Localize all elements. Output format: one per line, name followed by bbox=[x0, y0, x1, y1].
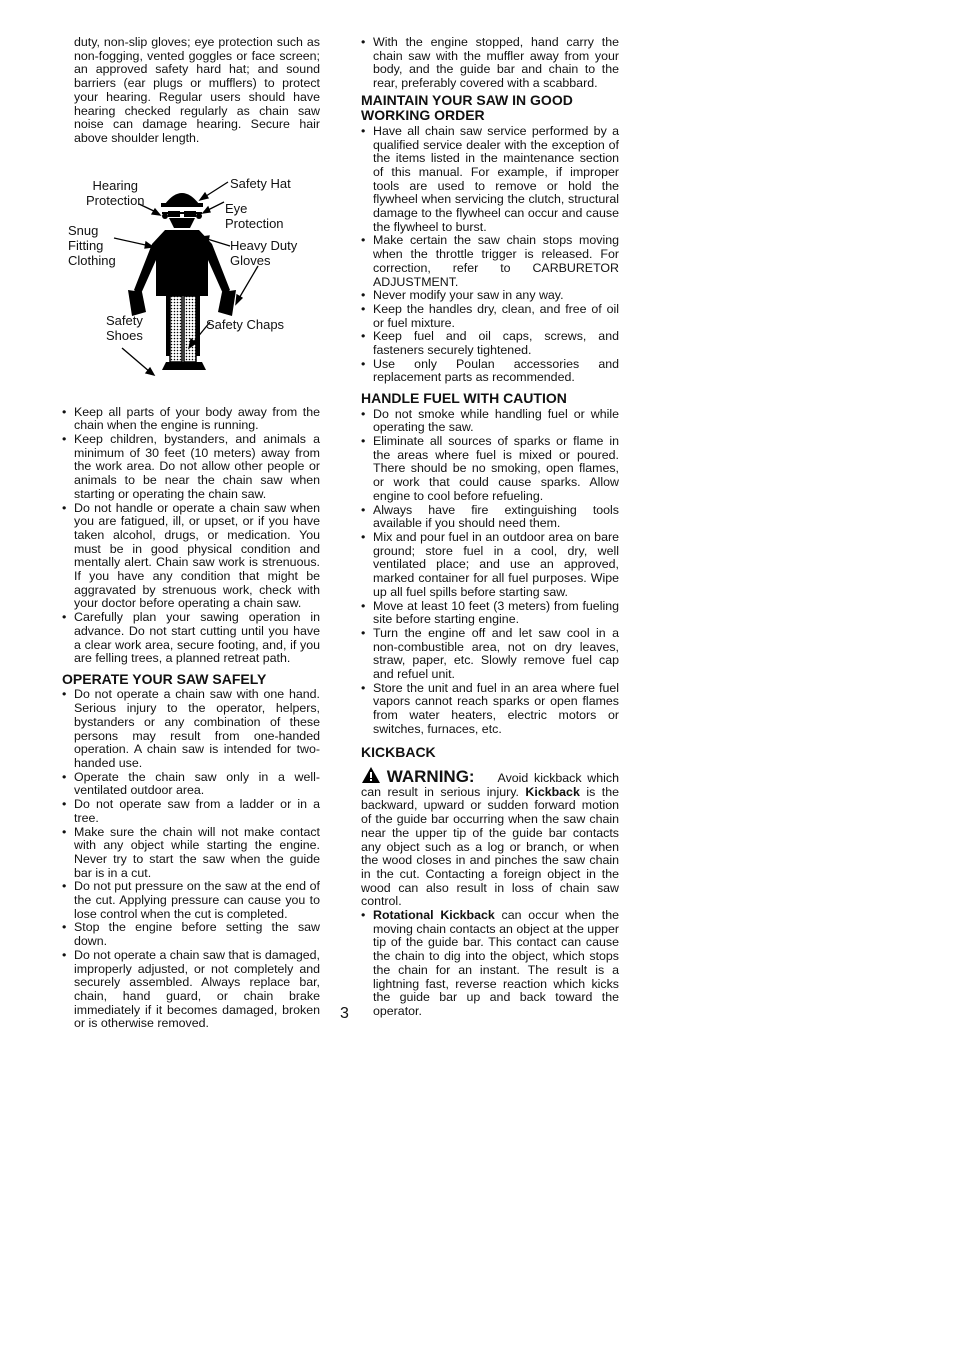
list-item: • Operate the chain saw only in a well-ventilated outdoor area. bbox=[62, 771, 320, 798]
page-number: 3 bbox=[340, 1005, 349, 1022]
right-column bbox=[361, 36, 619, 1019]
maintain-heading: MAINTAIN YOUR SAW IN GOOD WORKING ORDER bbox=[361, 91, 573, 124]
operate-heading: OPERATE YOUR SAW SAFELY bbox=[62, 670, 267, 687]
kickback-bullets bbox=[361, 909, 619, 1019]
list-item: • Do not smoke while handling fuel or while operating the saw. bbox=[361, 408, 619, 435]
warning-paragraph bbox=[361, 766, 619, 909]
left-column bbox=[62, 36, 320, 1031]
list-item: • Mix and pour fuel in an outdoor area on bare ground; store fuel in a cool, dry, well ventilated place; and use an approved, marked container for all fuel purposes. Wipe up all fuel spills before starting saw. bbox=[361, 531, 619, 600]
rotational-kickback-text: can occur when the moving chain contacts an object at the upper tip of the guide bar. This contact can cause the chain to dig into the object, which stops the chain for an instant. The result is a lightning fast, reverse reaction which kicks the guide bar up and back toward the operator. bbox=[373, 908, 619, 1018]
list-item: • Keep all parts of your body away from the chain when the engine is running. bbox=[62, 406, 320, 433]
carry-bullets bbox=[361, 36, 619, 91]
warning-text: Avoid kickback which can result in serious injury. bbox=[361, 771, 619, 799]
warning-triangle-icon bbox=[361, 766, 381, 784]
list-item: • Turn the engine off and let saw cool in a non-combustible area, not on dry leaves, straw, paper, etc. Slowly remove fuel cap and refuel unit. bbox=[361, 627, 619, 682]
maintain-bullets bbox=[361, 125, 619, 385]
list-item bbox=[361, 909, 619, 1019]
list-item: • Do not operate saw from a ladder or in a tree. bbox=[62, 798, 320, 825]
warning-label: WARNING: bbox=[386, 767, 475, 787]
list-item: • Never modify your saw in any way. bbox=[361, 289, 619, 303]
safety-chaps-label: Safety Chaps bbox=[206, 316, 285, 332]
list-item: • Eliminate all sources of sparks or flame in the areas where fuel is mixed or poured. There should be no smoking, open flames, or work that could cause sparks. Allow engine to cool before refueling. bbox=[361, 435, 619, 504]
list-item: • Move at least 10 feet (3 meters) from fueling site before starting engine. bbox=[361, 600, 619, 627]
list-item: • Always have fire extinguishing tools available if you should need them. bbox=[361, 504, 619, 531]
hearing-protection-label: Hearing Protection bbox=[86, 177, 145, 208]
fuel-heading: HANDLE FUEL WITH CAUTION bbox=[361, 390, 567, 407]
list-item: • Do not handle or operate a chain saw when you are fatigued, ill, or upset, or if you have taken alcohol, drugs, or medication. You must be in good physical condition and mentally alert. Chain saw work is strenuous. If you have any condition that might be aggravated by strenuous work, check with your doctor before operating a chain saw. bbox=[62, 502, 320, 612]
gloves-label: Heavy Duty Gloves bbox=[230, 237, 298, 268]
safety-shoes-label: Safety Shoes bbox=[106, 312, 143, 343]
warning-text-continued: is the backward, upward or sudden forward motion of the guide bar occurring when the saw chain near the upper tip of the guide bar contacts any object such as a log or branch, or when the wood closes in and pinches the saw chain in the cut. Contacting a foreign object in the wood can also result in loss of chain saw control. bbox=[361, 784, 619, 909]
list-item: • Have all chain saw service performed by a qualified service dealer with the exception of the items listed in the maintenance section of this manual. For example, if improper tools are used to remove or hold the flywheel when servicing the clutch, structural damage to the flywheel can occur and cause the flywheel to burst. bbox=[361, 125, 619, 235]
safety-bullets bbox=[62, 406, 320, 666]
fuel-bullets bbox=[361, 408, 619, 737]
list-item: • Use only Poulan accessories and replacement parts as recommended. bbox=[361, 358, 619, 385]
kickback-bold: Kickback bbox=[525, 784, 580, 799]
list-item: • Make sure the chain will not make contact with any object while starting the engine. Never try to start the saw when the guide bar is in a cut. bbox=[62, 826, 320, 881]
list-item: • Carefully plan your sawing operation in advance. Do not start cutting until you have a clear work area, secure footing, and, if you are felling trees, a planned retreat path. bbox=[62, 611, 320, 666]
snug-clothing-label: Snug Fitting Clothing bbox=[68, 222, 116, 268]
list-item: • Store the unit and fuel in an area where fuel vapors cannot reach sparks or open flames from water heaters, electric motors or switches, furnaces, etc. bbox=[361, 682, 619, 737]
list-item: • Make certain the saw chain stops moving when the throttle trigger is released. For correction, refer to CARBURETOR ADJUSTMENT. bbox=[361, 234, 619, 289]
list-item: • Do not put pressure on the saw at the end of the cut. Applying pressure can cause you to lose control when the cut is completed. bbox=[62, 880, 320, 921]
operate-bullets bbox=[62, 688, 320, 1031]
eye-protection-label: Eye Protection bbox=[225, 200, 284, 231]
kickback-heading: KICKBACK bbox=[361, 743, 436, 760]
safety-hat-label: Safety Hat bbox=[230, 175, 291, 191]
list-item: • Keep children, bystanders, and animals a minimum of 30 feet (10 meters) away from the work area. Do not allow other people or animals to be near the chain saw when starting or operating the chain saw. bbox=[62, 433, 320, 502]
list-item: • Keep fuel and oil caps, screws, and fasteners securely tightened. bbox=[361, 330, 619, 357]
list-item: • With the engine stopped, hand carry the chain saw with the muffler away from your body, and the guide bar and chain to the rear, preferably covered with a scabbard. bbox=[361, 36, 619, 91]
list-item: • Do not operate a chain saw that is damaged, improperly adjusted, or not completely and securely assembled. Always replace bar, chain, hand guard, or chain brake immediately if it becomes damaged, broken or is otherwise removed. bbox=[62, 949, 320, 1031]
list-item: • Keep the handles dry, clean, and free of oil or fuel mixture. bbox=[361, 303, 619, 330]
list-item: • Stop the engine before setting the saw down. bbox=[62, 921, 320, 948]
safety-gear-figure bbox=[62, 160, 320, 392]
intro-paragraph: duty, non-slip gloves; eye protection such as non-fogging, vented goggles or face screen; an approved safety hard hat; and sound barriers (ear plugs or mufflers) to protect your hearing. Regular users should have hearing checked regularly as chain saw noise can damage hearing. Secure hair above shoulder length. bbox=[74, 35, 320, 145]
list-item: • Do not operate a chain saw with one hand. Serious injury to the operator, helpers, bystanders or any combination of these persons may result from one-handed operation. A chain saw is intended for two-handed use. bbox=[62, 688, 320, 770]
rotational-kickback-bold: Rotational Kickback bbox=[373, 908, 495, 923]
